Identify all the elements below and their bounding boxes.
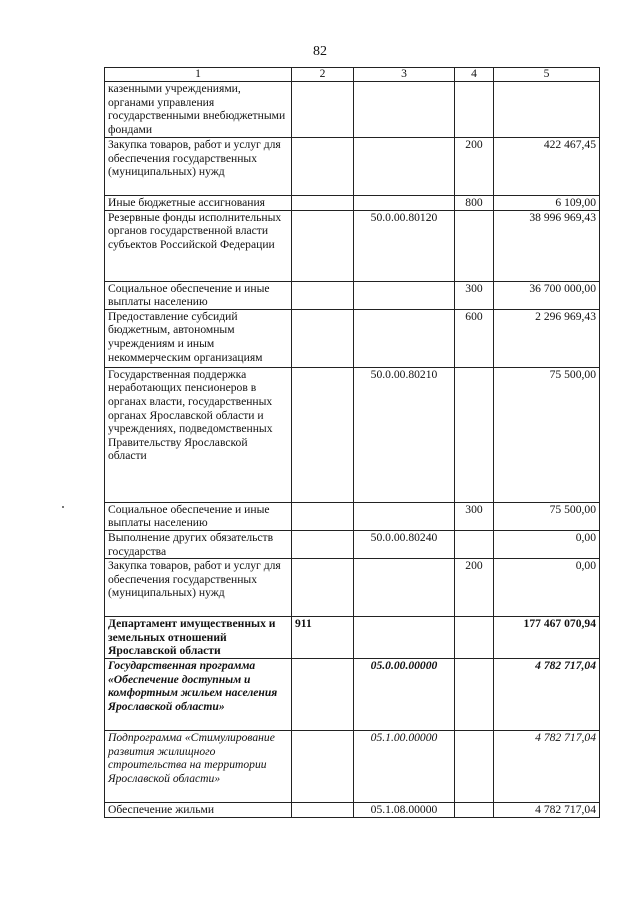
row-department-code-cell <box>292 731 354 803</box>
row-department-code-cell <box>292 659 354 731</box>
table-row <box>105 367 600 502</box>
row-department-code-cell <box>292 559 354 617</box>
header-col-3: 3 <box>354 68 455 82</box>
row-name-cell: Предоставление субсидий бюджетным, автономным учреждениям и иным некоммерческим организациям <box>105 309 292 367</box>
row-department-code-cell <box>292 502 354 530</box>
row-name-cell: Социальное обеспечение и иные выплаты населению <box>105 281 292 309</box>
row-amount-cell: 4 782 717,04 <box>494 731 600 803</box>
row-expense-type-cell: 300 <box>455 502 494 530</box>
row-name-cell: Подпрограмма «Стимулирование развития жилищного строительства на территории Ярославской области» <box>105 731 292 803</box>
row-department-code-cell <box>292 82 354 138</box>
row-name-cell: Выполнение других обязательств государства <box>105 530 292 558</box>
row-department-code-cell <box>292 210 354 281</box>
row-amount-cell: 0,00 <box>494 559 600 617</box>
row-amount-cell: 4 782 717,04 <box>494 803 600 818</box>
row-target-article-cell <box>354 281 455 309</box>
table-row <box>105 559 600 617</box>
header-col-2: 2 <box>292 68 354 82</box>
page-number: 82 <box>313 44 327 59</box>
row-expense-type-cell: 200 <box>455 559 494 617</box>
row-target-article-cell: 50.0.00.80210 <box>354 367 455 502</box>
budget-table <box>104 67 600 818</box>
row-name-cell: Иные бюджетные ассигнования <box>105 196 292 211</box>
row-department-code-cell: 911 <box>292 617 354 659</box>
row-name-cell: Государственная программа «Обеспечение доступным и комфортным жильем населения Ярославской области» <box>105 659 292 731</box>
row-amount-cell: 0,00 <box>494 530 600 558</box>
table-row <box>105 530 600 558</box>
row-name-cell: Закупка товаров, работ и услуг для обеспечения государственных (муниципальных) нужд <box>105 559 292 617</box>
row-name-cell: казенными учреждениями, органами управления государственными внебюджетными фондами <box>105 82 292 138</box>
row-target-article-cell: 50.0.00.80120 <box>354 210 455 281</box>
row-expense-type-cell: 200 <box>455 138 494 196</box>
row-department-code-cell <box>292 803 354 818</box>
table-row <box>105 210 600 281</box>
row-amount-cell: 2 296 969,43 <box>494 309 600 367</box>
table-row <box>105 281 600 309</box>
row-expense-type-cell <box>455 210 494 281</box>
row-target-article-cell: 50.0.00.80240 <box>354 530 455 558</box>
scan-speck <box>62 506 64 508</box>
table-row <box>105 82 600 138</box>
row-expense-type-cell <box>455 659 494 731</box>
table-row <box>105 617 600 659</box>
row-target-article-cell <box>354 617 455 659</box>
row-amount-cell: 38 996 969,43 <box>494 210 600 281</box>
table-row <box>105 502 600 530</box>
row-expense-type-cell: 300 <box>455 281 494 309</box>
row-target-article-cell <box>354 196 455 211</box>
row-expense-type-cell <box>455 617 494 659</box>
row-amount-cell: 6 109,00 <box>494 196 600 211</box>
row-expense-type-cell <box>455 530 494 558</box>
table-row <box>105 309 600 367</box>
table-header-row <box>105 68 600 82</box>
row-department-code-cell <box>292 138 354 196</box>
row-target-article-cell <box>354 138 455 196</box>
row-amount-cell: 177 467 070,94 <box>494 617 600 659</box>
row-expense-type-cell: 600 <box>455 309 494 367</box>
table-row <box>105 659 600 731</box>
row-amount-cell: 4 782 717,04 <box>494 659 600 731</box>
row-target-article-cell: 05.0.00.00000 <box>354 659 455 731</box>
row-name-cell: Социальное обеспечение и иные выплаты населению <box>105 502 292 530</box>
row-expense-type-cell <box>455 803 494 818</box>
header-col-4: 4 <box>455 68 494 82</box>
row-amount-cell: 75 500,00 <box>494 502 600 530</box>
row-target-article-cell: 05.1.08.00000 <box>354 803 455 818</box>
row-name-cell: Резервные фонды исполнительных органов государственной власти субъектов Российской Федерации <box>105 210 292 281</box>
header-col-5: 5 <box>494 68 600 82</box>
header-col-1: 1 <box>105 68 292 82</box>
row-amount-cell: 36 700 000,00 <box>494 281 600 309</box>
row-expense-type-cell <box>455 731 494 803</box>
row-name-cell: Государственная поддержка неработающих пенсионеров в органах власти, государственных органах Ярославской области и учреждениях, подведомственных Правительству Ярославской области <box>105 367 292 502</box>
row-amount-cell: 75 500,00 <box>494 367 600 502</box>
row-department-code-cell <box>292 309 354 367</box>
row-department-code-cell <box>292 281 354 309</box>
row-target-article-cell <box>354 559 455 617</box>
table-row <box>105 196 600 211</box>
row-target-article-cell <box>354 502 455 530</box>
row-name-cell: Закупка товаров, работ и услуг для обеспечения государственных (муниципальных) нужд <box>105 138 292 196</box>
row-department-code-cell <box>292 367 354 502</box>
table-row <box>105 731 600 803</box>
table-row <box>105 138 600 196</box>
row-expense-type-cell <box>455 367 494 502</box>
row-name-cell: Департамент имущественных и земельных отношений Ярославской области <box>105 617 292 659</box>
row-amount-cell: 422 467,45 <box>494 138 600 196</box>
row-name-cell: Обеспечение жильми <box>105 803 292 818</box>
row-target-article-cell <box>354 82 455 138</box>
row-amount-cell <box>494 82 600 138</box>
row-department-code-cell <box>292 196 354 211</box>
row-target-article-cell <box>354 309 455 367</box>
row-expense-type-cell: 800 <box>455 196 494 211</box>
row-department-code-cell <box>292 530 354 558</box>
row-target-article-cell: 05.1.00.00000 <box>354 731 455 803</box>
table-row <box>105 803 600 818</box>
row-expense-type-cell <box>455 82 494 138</box>
